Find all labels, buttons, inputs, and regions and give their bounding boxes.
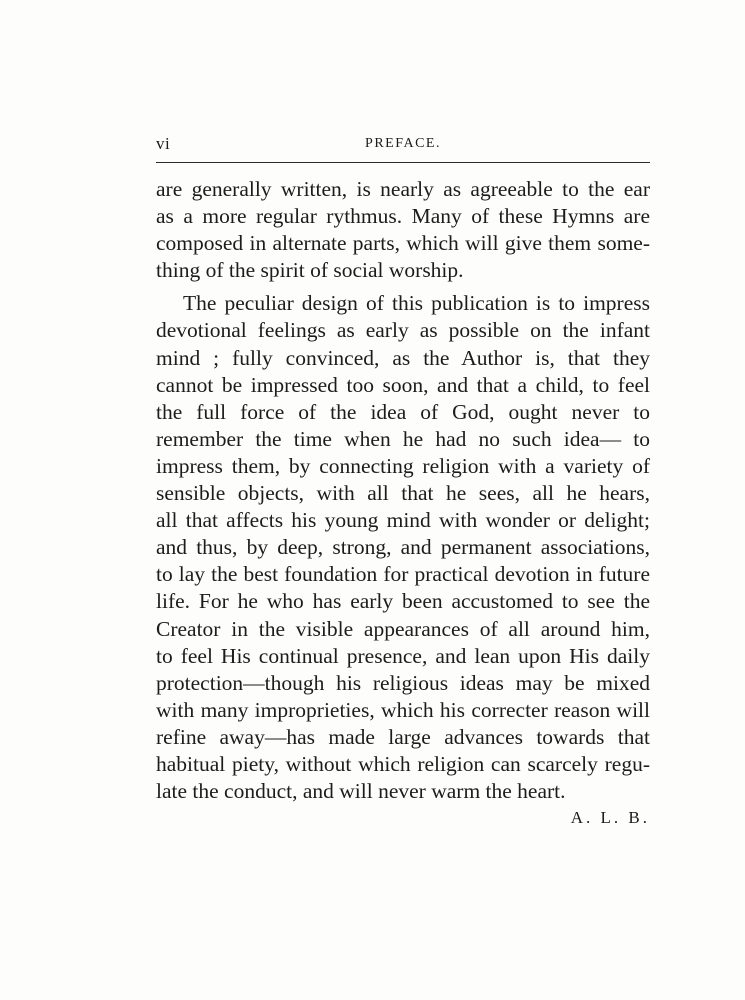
text-line: with many improprieties, which his correcter reason will (156, 697, 650, 722)
text-line: protection—though his religious ideas may be mixed (156, 670, 650, 695)
text-line: mind ; fully convinced, as the Author is, that they (156, 345, 650, 370)
author-initials: A. L. B. (570, 808, 650, 827)
text-line: cannot be impressed too soon, and that a child, to feel (156, 372, 650, 397)
running-head (156, 134, 650, 156)
text-line: as a more regular rythmus. Many of these Hymns are (156, 204, 650, 229)
text-line: the full force of the idea of God, ought never to (156, 399, 650, 424)
text-line: sensible objects, with all that he sees, all he hears, (156, 481, 650, 506)
text-line: refine away—has made large advances towards that (156, 724, 650, 749)
text-line: to feel His continual presence, and lean upon His daily (156, 643, 650, 668)
header-rule (156, 162, 650, 163)
text-line: late the conduct, and will never warm the heart. (156, 779, 566, 804)
text-line: to lay the best foundation for practical devotion in future (156, 562, 650, 587)
running-title: PREFACE. (365, 136, 441, 151)
text-line: habitual piety, without which religion can scarcely regu- (156, 751, 650, 776)
text-line: are generally written, is nearly as agreeable to the ear (156, 177, 650, 201)
text-line: remember the time when he had no such idea— to (156, 426, 650, 451)
text-line: impress them, by connecting religion with a variety of (156, 453, 650, 478)
text-line: The peculiar design of this publication is to impress (183, 291, 650, 316)
text-line: thing of the spirit of social worship. (156, 258, 464, 283)
text-line: devotional feelings as early as possible on the infant (156, 318, 650, 343)
paragraph-2 (156, 290, 650, 805)
text-line: composed in alternate parts, which will give them some- (156, 231, 650, 256)
paragraph-1 (156, 176, 650, 284)
text-line: life. For he who has early been accustomed to see the (156, 589, 650, 614)
body-text (156, 176, 650, 805)
text-line: and thus, by deep, strong, and permanent associations, (156, 535, 650, 560)
page-number: vi (156, 134, 171, 153)
text-line: all that affects his young mind with wonder or delight; (156, 508, 650, 533)
text-line: Creator in the visible appearances of all around him, (156, 616, 650, 641)
